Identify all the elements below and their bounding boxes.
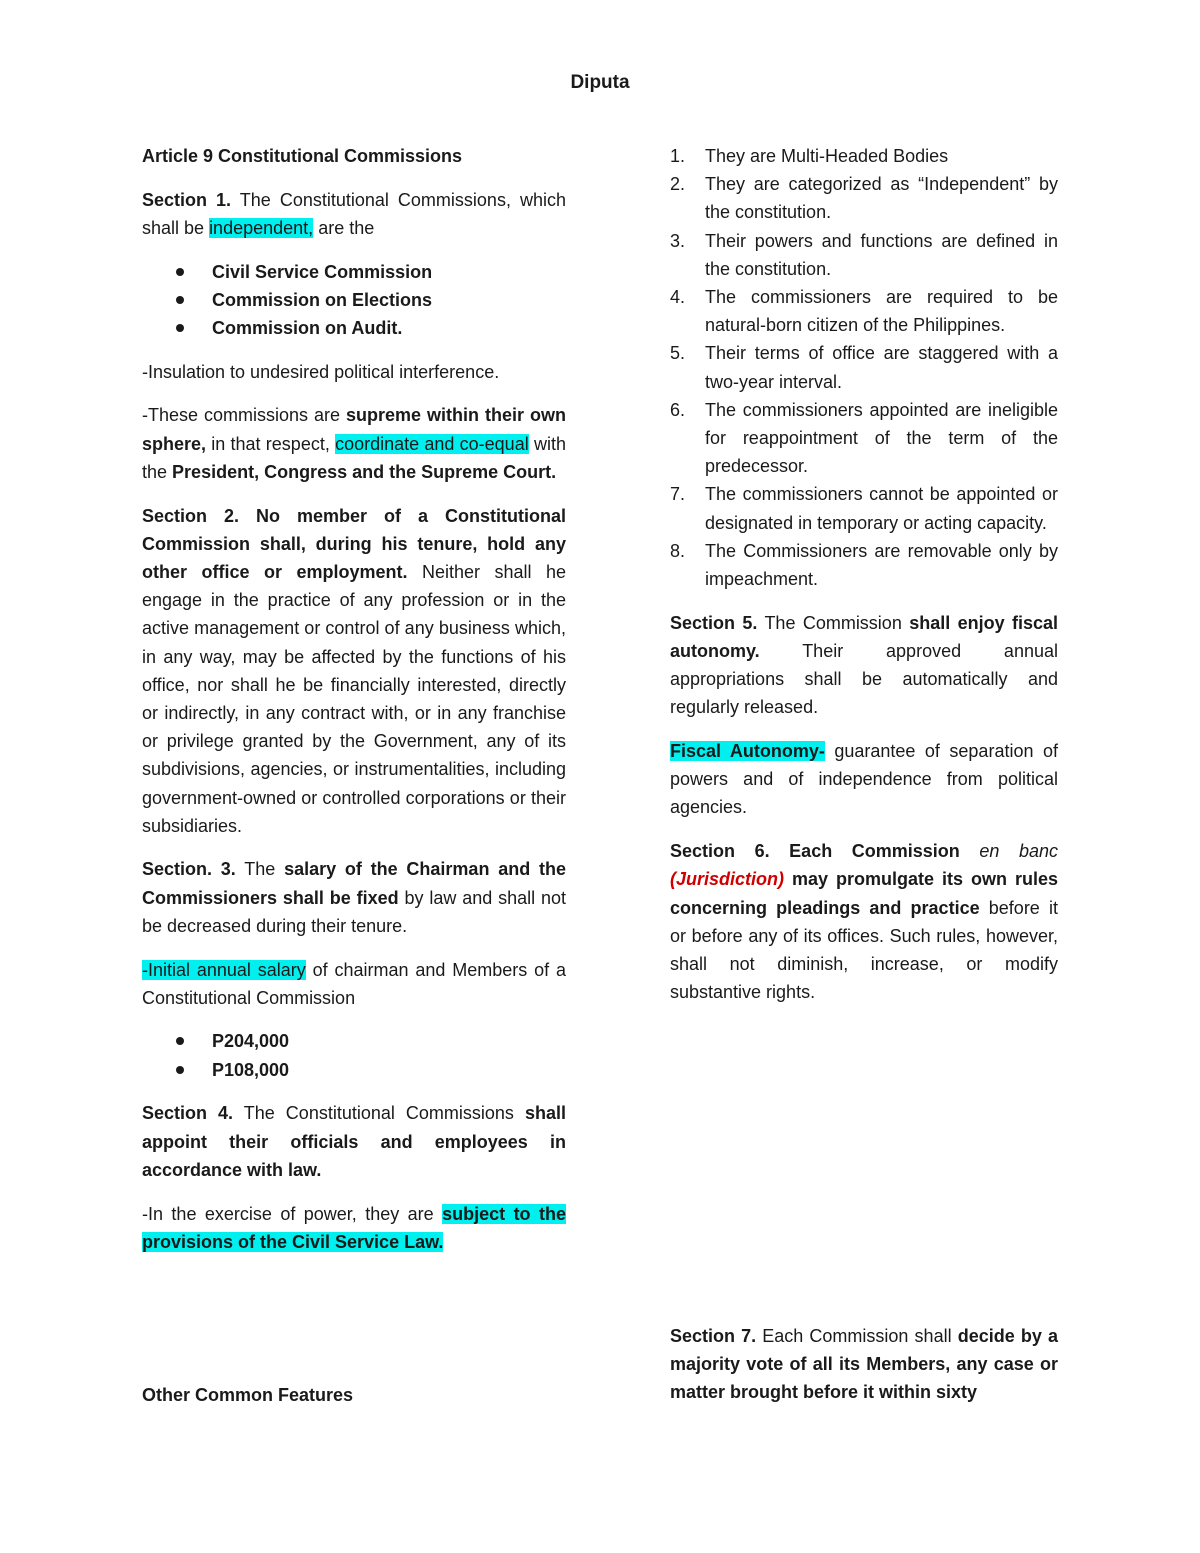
section-4-bold: shall appoint their officials and employees in accordance with law. [142, 1103, 566, 1180]
list-item [670, 142, 1058, 170]
supreme-text-3: with the [142, 433, 566, 482]
section-5-label: Section 5. [670, 612, 758, 633]
section-1-text: The Constitutional Commissions, which shall be [142, 189, 566, 238]
item-number: 6. [670, 399, 686, 420]
item-text: The commissioners appointed are ineligible for reappointment of the term of the predecessor. [705, 399, 1058, 477]
section-6-label: Section 6. [670, 841, 770, 862]
list-item [670, 537, 1058, 593]
section-2-text: Neither shall he engage in the practice of any profession or in the active management or control of any business which, in any way, may be affected by the functions of his office, nor shall he be financially interested, directly or indirectly, in any contract with, or in any franchise or privilege granted by the Government, any of its subdivisions, agencies, or instrumentalities, including government-owned or controlled corporations or their subsidiaries. [142, 561, 566, 836]
salary-text: of chairman and Members of a Constitutional Commission [142, 959, 566, 1008]
insulation-note: -Insulation to undesired political interference. [142, 361, 500, 382]
section-5-bold: shall enjoy fiscal autonomy. [670, 612, 1058, 661]
section-4-text: The Constitutional Commissions [243, 1103, 514, 1124]
section-2-bold: No member of a Constitutional Commission shall, during his tenure, hold any other office or employment. [142, 505, 566, 582]
supreme-text-2: in that respect, [211, 433, 330, 454]
highlight-salary: -Initial annual salary [142, 959, 306, 980]
list-item: Commission on Elections [142, 286, 566, 314]
section-6 [670, 837, 1058, 1006]
highlight-fiscal-autonomy: Fiscal Autonomy- [670, 741, 825, 762]
list-item: Commission on Audit. [142, 314, 566, 342]
highlight-independent: independent, [209, 217, 314, 238]
highlight-civil-service: subject to the provisions of the Civil Service Law. [142, 1203, 566, 1252]
fiscal-text: guarantee of separation of powers and of independence from political agencies. [670, 741, 1058, 818]
section-4-label: Section 4. [142, 1103, 234, 1124]
list-item [670, 227, 1058, 283]
list-item [670, 170, 1058, 226]
item-number: 7. [670, 484, 686, 505]
section-7-bold: decide by a majority vote of all its Members, any case or matter brought before it within sixty [670, 1326, 1058, 1403]
supreme-note [142, 401, 566, 486]
list-item: P108,000 [142, 1056, 566, 1084]
section-3-bold: salary of the Chairman and the Commissioners shall be fixed [142, 859, 566, 908]
salary-list [142, 1027, 566, 1083]
list-item [670, 480, 1058, 536]
item-number: 2. [670, 174, 686, 195]
supreme-bold-2: President, Congress and the Supreme Court. [172, 461, 557, 482]
item-number: 1. [670, 146, 686, 166]
item-text: The Commissioners are removable only by impeachment. [705, 540, 1058, 590]
list-item: Civil Service Commission [142, 258, 566, 286]
list-item [670, 283, 1058, 339]
left-column [142, 142, 566, 1271]
item-number: 4. [670, 287, 686, 308]
exercise-note [142, 1200, 566, 1256]
list-item [670, 396, 1058, 481]
section-2 [142, 502, 566, 840]
article-title: Article 9 Constitutional Commissions [142, 146, 463, 166]
item-text: The commissioners cannot be appointed or designated in temporary or acting capacity. [705, 484, 1058, 533]
section-1 [142, 186, 566, 242]
item-text: Their terms of office are staggered with a two-year interval. [705, 343, 1058, 392]
section-4 [142, 1099, 566, 1184]
section-5 [670, 609, 1058, 722]
section-3-text: The [244, 859, 276, 880]
item-text: Their powers and functions are defined in the constitution. [705, 230, 1058, 279]
section-3-text-2: by law and shall not be decreased during their tenure. [142, 887, 566, 936]
section-2-label: Section 2. [142, 505, 240, 526]
section-1-label: Section 1. [142, 189, 232, 210]
section-1-text-end: are the [318, 217, 375, 238]
section-7-label: Section 7. [670, 1326, 757, 1346]
list-item: P204,000 [142, 1027, 566, 1055]
item-number: 8. [670, 540, 686, 561]
item-number: 3. [670, 230, 686, 251]
commission-list [142, 258, 566, 343]
section-6-italic: en banc [979, 841, 1058, 862]
section-3 [142, 855, 566, 940]
section-3-label: Section. 3. [142, 859, 236, 880]
salary-note [142, 956, 566, 1012]
section-7-text: Each Commission shall [762, 1326, 952, 1346]
item-text: They are Multi-Headed Bodies [705, 146, 949, 166]
section-6-bold-2: may promulgate its own rules concerning pleadings and practice [670, 869, 1058, 918]
section-5-text-2: Their approved annual appropriations shall be automatically and regularly released. [670, 640, 1058, 718]
section-6-bold: Each Commission [789, 841, 960, 862]
section-7 [670, 1322, 1058, 1407]
page-header: Diputa [570, 72, 630, 93]
supreme-bold: supreme within their own sphere, [142, 405, 566, 454]
item-text: The commissioners are required to be natural-born citizen of the Philippines. [705, 287, 1058, 336]
list-item [670, 339, 1058, 395]
supreme-text: -These commissions are [142, 405, 341, 426]
section-6-text: before it or before any of its offices. Such rules, however, shall not diminish, increase, or modify substantive rights. [670, 897, 1058, 1003]
item-number: 5. [670, 343, 686, 364]
exercise-text: -In the exercise of power, they are [142, 1203, 434, 1224]
section-5-text: The Commission [764, 612, 902, 633]
item-text: They are categorized as “Independent” by the constitution. [705, 174, 1058, 223]
other-features-heading: Other Common Features [142, 1385, 354, 1405]
highlight-coordinate: coordinate and co-equal [335, 433, 529, 454]
features-list [670, 142, 1058, 593]
fiscal-autonomy-note [670, 737, 1058, 822]
jurisdiction-label: (Jurisdiction) [670, 869, 785, 890]
right-column [670, 142, 1058, 1022]
